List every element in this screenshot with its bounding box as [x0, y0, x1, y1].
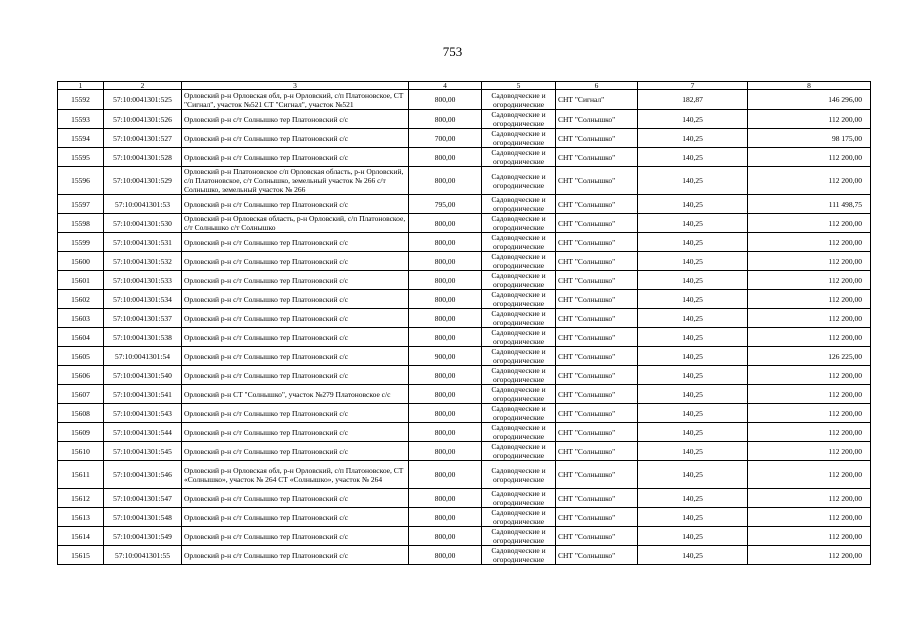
table-row [58, 290, 871, 309]
column-header: 1 [58, 82, 104, 90]
address-cell: Орловский р-н СТ "Солнышко", участок №279 Платоновское с/с [182, 385, 409, 404]
organization-cell: СНТ "Солнышко" [556, 546, 638, 565]
price-per-unit-cell: 140,25 [638, 404, 748, 423]
price-per-unit-cell: 140,25 [638, 214, 748, 233]
cadastral-number-cell: 57:10:0041301:532 [104, 252, 182, 271]
address-cell: Орловский р-н с/т Солнышко тер Платоновский с/с [182, 546, 409, 565]
area-cell: 800,00 [409, 167, 482, 195]
cadastral-value-cell: 126 225,00 [748, 347, 871, 366]
column-header: 6 [556, 82, 638, 90]
cadastral-number-cell: 57:10:0041301:55 [104, 546, 182, 565]
column-header: 2 [104, 82, 182, 90]
address-cell: Орловский р-н с/т Солнышко тер Платоновский с/с [182, 508, 409, 527]
table-row [58, 527, 871, 546]
cadastral-number-cell: 57:10:0041301:544 [104, 423, 182, 442]
land-use-cell: Садоводческие и огороднические [482, 423, 556, 442]
area-cell: 800,00 [409, 252, 482, 271]
price-per-unit-cell: 140,25 [638, 290, 748, 309]
organization-cell: СНТ "Солнышко" [556, 233, 638, 252]
organization-cell: СНТ "Солнышко" [556, 290, 638, 309]
land-use-cell: Садоводческие и огороднические [482, 489, 556, 508]
organization-cell: СНТ "Солнышко" [556, 423, 638, 442]
table-row [58, 404, 871, 423]
table-row [58, 90, 871, 110]
row-number-cell: 15607 [58, 385, 104, 404]
column-header: 7 [638, 82, 748, 90]
address-cell: Орловский р-н с/т Солнышко тер Платоновский с/с [182, 129, 409, 148]
cadastral-value-cell: 112 200,00 [748, 508, 871, 527]
cadastral-number-cell: 57:10:0041301:531 [104, 233, 182, 252]
row-number-cell: 15612 [58, 489, 104, 508]
land-use-cell: Садоводческие и огороднические [482, 195, 556, 214]
table-body [58, 90, 871, 565]
cadastral-value-cell: 146 296,00 [748, 90, 871, 110]
row-number-cell: 15602 [58, 290, 104, 309]
area-cell: 800,00 [409, 489, 482, 508]
cadastral-number-cell: 57:10:0041301:526 [104, 110, 182, 129]
cadastral-number-cell: 57:10:0041301:547 [104, 489, 182, 508]
land-use-cell: Садоводческие и огороднические [482, 90, 556, 110]
land-use-cell: Садоводческие и огороднические [482, 508, 556, 527]
table-row [58, 385, 871, 404]
table-row [58, 252, 871, 271]
column-number-row [58, 82, 871, 90]
column-header: 5 [482, 82, 556, 90]
cadastral-value-cell: 112 200,00 [748, 328, 871, 347]
price-per-unit-cell: 140,25 [638, 328, 748, 347]
area-cell: 800,00 [409, 366, 482, 385]
address-cell: Орловский р-н с/т Солнышко тер Платоновский с/с [182, 309, 409, 328]
address-cell: Орловский р-н Орловская обл, р-н Орловский, с/п Платоновское, СТ "Сигнал", участок №521 СТ "Сигнал", участок №521 [182, 90, 409, 110]
land-use-cell: Садоводческие и огороднические [482, 271, 556, 290]
cadastral-value-cell: 112 200,00 [748, 404, 871, 423]
area-cell: 800,00 [409, 290, 482, 309]
cadastral-number-cell: 57:10:0041301:549 [104, 527, 182, 546]
price-per-unit-cell: 140,25 [638, 442, 748, 461]
land-use-cell: Садоводческие и огороднические [482, 385, 556, 404]
table-row [58, 546, 871, 565]
price-per-unit-cell: 140,25 [638, 423, 748, 442]
area-cell: 800,00 [409, 148, 482, 167]
table-row [58, 271, 871, 290]
land-use-cell: Садоводческие и огороднические [482, 129, 556, 148]
price-per-unit-cell: 140,25 [638, 385, 748, 404]
table-row [58, 347, 871, 366]
cadastral-number-cell: 57:10:0041301:530 [104, 214, 182, 233]
cadastral-value-cell: 112 200,00 [748, 527, 871, 546]
address-cell: Орловский р-н с/т Солнышко тер Платоновский с/с [182, 423, 409, 442]
land-use-cell: Садоводческие и огороднические [482, 233, 556, 252]
organization-cell: СНТ "Солнышко" [556, 461, 638, 489]
cadastral-number-cell: 57:10:0041301:545 [104, 442, 182, 461]
cadastral-value-cell: 112 200,00 [748, 309, 871, 328]
cadastral-value-cell: 112 200,00 [748, 366, 871, 385]
land-use-cell: Садоводческие и огороднические [482, 461, 556, 489]
land-use-cell: Садоводческие и огороднические [482, 527, 556, 546]
organization-cell: СНТ "Солнышко" [556, 148, 638, 167]
address-cell: Орловский р-н с/т Солнышко тер Платоновский с/с [182, 195, 409, 214]
price-per-unit-cell: 140,25 [638, 347, 748, 366]
area-cell: 800,00 [409, 442, 482, 461]
price-per-unit-cell: 140,25 [638, 546, 748, 565]
row-number-cell: 15595 [58, 148, 104, 167]
price-per-unit-cell: 140,25 [638, 508, 748, 527]
address-cell: Орловский р-н Орловская обл, р-н Орловский, с/п Платоновское, СТ «Солнышко», участок № 264 СТ «Солнышко», участок № 264 [182, 461, 409, 489]
area-cell: 800,00 [409, 461, 482, 489]
cadastral-number-cell: 57:10:0041301:546 [104, 461, 182, 489]
price-per-unit-cell: 140,25 [638, 309, 748, 328]
row-number-cell: 15597 [58, 195, 104, 214]
cadastral-value-cell: 98 175,00 [748, 129, 871, 148]
cadastral-value-cell: 112 200,00 [748, 546, 871, 565]
cadastral-number-cell: 57:10:0041301:541 [104, 385, 182, 404]
row-number-cell: 15610 [58, 442, 104, 461]
organization-cell: СНТ "Солнышко" [556, 271, 638, 290]
table-row [58, 148, 871, 167]
table-row [58, 461, 871, 489]
price-per-unit-cell: 140,25 [638, 489, 748, 508]
cadastral-value-cell: 112 200,00 [748, 423, 871, 442]
cadastral-value-cell: 112 200,00 [748, 385, 871, 404]
land-use-cell: Садоводческие и огороднические [482, 442, 556, 461]
organization-cell: СНТ "Сигнал" [556, 90, 638, 110]
table-row [58, 366, 871, 385]
price-per-unit-cell: 140,25 [638, 233, 748, 252]
area-cell: 800,00 [409, 404, 482, 423]
row-number-cell: 15605 [58, 347, 104, 366]
organization-cell: СНТ "Солнышко" [556, 167, 638, 195]
address-cell: Орловский р-н с/т Солнышко тер Платоновский с/с [182, 110, 409, 129]
address-cell: Орловский р-н с/т Солнышко тер Платоновский с/с [182, 404, 409, 423]
area-cell: 795,00 [409, 195, 482, 214]
area-cell: 900,00 [409, 347, 482, 366]
land-use-cell: Садоводческие и огороднические [482, 252, 556, 271]
table-row [58, 214, 871, 233]
organization-cell: СНТ "Солнышко" [556, 366, 638, 385]
table-row [58, 423, 871, 442]
row-number-cell: 15599 [58, 233, 104, 252]
address-cell: Орловский р-н с/т Солнышко тер Платоновский с/с [182, 148, 409, 167]
land-use-cell: Садоводческие и огороднические [482, 148, 556, 167]
cadastral-number-cell: 57:10:0041301:540 [104, 366, 182, 385]
cadastral-value-cell: 112 200,00 [748, 214, 871, 233]
price-per-unit-cell: 140,25 [638, 527, 748, 546]
address-cell: Орловский р-н с/т Солнышко тер Платоновский с/с [182, 271, 409, 290]
table-row [58, 167, 871, 195]
cadastral-number-cell: 57:10:0041301:533 [104, 271, 182, 290]
area-cell: 800,00 [409, 110, 482, 129]
address-cell: Орловский р-н с/т Солнышко тер Платоновский с/с [182, 489, 409, 508]
cadastral-number-cell: 57:10:0041301:534 [104, 290, 182, 309]
price-per-unit-cell: 140,25 [638, 148, 748, 167]
cadastral-number-cell: 57:10:0041301:527 [104, 129, 182, 148]
cadastral-number-cell: 57:10:0041301:543 [104, 404, 182, 423]
table-row [58, 309, 871, 328]
area-cell: 800,00 [409, 309, 482, 328]
land-use-cell: Садоводческие и огороднические [482, 546, 556, 565]
cadastral-number-cell: 57:10:0041301:548 [104, 508, 182, 527]
row-number-cell: 15601 [58, 271, 104, 290]
land-use-cell: Садоводческие и огороднические [482, 328, 556, 347]
organization-cell: СНТ "Солнышко" [556, 527, 638, 546]
row-number-cell: 15609 [58, 423, 104, 442]
land-use-cell: Садоводческие и огороднические [482, 309, 556, 328]
organization-cell: СНТ "Солнышко" [556, 489, 638, 508]
price-per-unit-cell: 140,25 [638, 252, 748, 271]
address-cell: Орловский р-н с/т Солнышко тер Платоновский с/с [182, 347, 409, 366]
table-row [58, 508, 871, 527]
address-cell: Орловский р-н с/т Солнышко тер Платоновский с/с [182, 366, 409, 385]
cadastral-value-cell: 111 498,75 [748, 195, 871, 214]
area-cell: 800,00 [409, 546, 482, 565]
area-cell: 800,00 [409, 214, 482, 233]
organization-cell: СНТ "Солнышко" [556, 195, 638, 214]
land-use-cell: Садоводческие и огороднические [482, 110, 556, 129]
cadastral-number-cell: 57:10:0041301:537 [104, 309, 182, 328]
cadastral-number-cell: 57:10:0041301:525 [104, 90, 182, 110]
row-number-cell: 15604 [58, 328, 104, 347]
cadastral-number-cell: 57:10:0041301:528 [104, 148, 182, 167]
address-cell: Орловский р-н с/т Солнышко тер Платоновский с/с [182, 233, 409, 252]
price-per-unit-cell: 140,25 [638, 366, 748, 385]
address-cell: Орловский р-н с/т Солнышко тер Платоновский с/с [182, 290, 409, 309]
row-number-cell: 15606 [58, 366, 104, 385]
row-number-cell: 15593 [58, 110, 104, 129]
price-per-unit-cell: 140,25 [638, 110, 748, 129]
price-per-unit-cell: 182,87 [638, 90, 748, 110]
area-cell: 800,00 [409, 233, 482, 252]
land-use-cell: Садоводческие и огороднические [482, 214, 556, 233]
address-cell: Орловский р-н Орловская область, р-н Орловский, с/п Платоновское, с/т Солнышко с/т Солнышко [182, 214, 409, 233]
column-header: 4 [409, 82, 482, 90]
cadastral-value-cell: 112 200,00 [748, 167, 871, 195]
area-cell: 700,00 [409, 129, 482, 148]
cadastral-value-cell: 112 200,00 [748, 148, 871, 167]
land-use-cell: Садоводческие и огороднические [482, 290, 556, 309]
cadastral-value-cell: 112 200,00 [748, 489, 871, 508]
organization-cell: СНТ "Солнышко" [556, 309, 638, 328]
organization-cell: СНТ "Солнышко" [556, 214, 638, 233]
land-use-cell: Садоводческие и огороднические [482, 347, 556, 366]
area-cell: 800,00 [409, 527, 482, 546]
organization-cell: СНТ "Солнышко" [556, 328, 638, 347]
cadastral-number-cell: 57:10:0041301:538 [104, 328, 182, 347]
organization-cell: СНТ "Солнышко" [556, 129, 638, 148]
cadastral-value-cell: 112 200,00 [748, 442, 871, 461]
row-number-cell: 15598 [58, 214, 104, 233]
row-number-cell: 15614 [58, 527, 104, 546]
column-header: 3 [182, 82, 409, 90]
row-number-cell: 15594 [58, 129, 104, 148]
area-cell: 800,00 [409, 328, 482, 347]
cadastral-number-cell: 57:10:0041301:54 [104, 347, 182, 366]
table-row [58, 195, 871, 214]
table-row [58, 110, 871, 129]
cadastral-value-cell: 112 200,00 [748, 461, 871, 489]
land-plot-table [57, 81, 871, 565]
table-row [58, 442, 871, 461]
organization-cell: СНТ "Солнышко" [556, 508, 638, 527]
cadastral-value-cell: 112 200,00 [748, 233, 871, 252]
address-cell: Орловский р-н Платоновское с/п Орловская область, р-н Орловский, с/п Платоновское, с/т Солнышко, земельный участок № 266 с/т Солнышко, земельный участок № 266 [182, 167, 409, 195]
area-cell: 800,00 [409, 508, 482, 527]
row-number-cell: 15596 [58, 167, 104, 195]
row-number-cell: 15608 [58, 404, 104, 423]
land-use-cell: Садоводческие и огороднические [482, 167, 556, 195]
area-cell: 800,00 [409, 423, 482, 442]
cadastral-value-cell: 112 200,00 [748, 271, 871, 290]
price-per-unit-cell: 140,25 [638, 167, 748, 195]
area-cell: 800,00 [409, 90, 482, 110]
page-number: 753 [442, 44, 463, 59]
table-row [58, 489, 871, 508]
address-cell: Орловский р-н с/т Солнышко тер Платоновский с/с [182, 442, 409, 461]
organization-cell: СНТ "Солнышко" [556, 404, 638, 423]
row-number-cell: 15615 [58, 546, 104, 565]
price-per-unit-cell: 140,25 [638, 461, 748, 489]
table-row [58, 328, 871, 347]
price-per-unit-cell: 140,25 [638, 195, 748, 214]
organization-cell: СНТ "Солнышко" [556, 347, 638, 366]
cadastral-number-cell: 57:10:0041301:529 [104, 167, 182, 195]
column-header: 8 [748, 82, 871, 90]
address-cell: Орловский р-н с/т Солнышко тер Платоновский с/с [182, 328, 409, 347]
address-cell: Орловский р-н с/т Солнышко тер Платоновский с/с [182, 527, 409, 546]
organization-cell: СНТ "Солнышко" [556, 110, 638, 129]
row-number-cell: 15600 [58, 252, 104, 271]
price-per-unit-cell: 140,25 [638, 129, 748, 148]
table-row [58, 129, 871, 148]
area-cell: 800,00 [409, 385, 482, 404]
row-number-cell: 15613 [58, 508, 104, 527]
organization-cell: СНТ "Солнышко" [556, 385, 638, 404]
area-cell: 800,00 [409, 271, 482, 290]
price-per-unit-cell: 140,25 [638, 271, 748, 290]
cadastral-value-cell: 112 200,00 [748, 290, 871, 309]
row-number-cell: 15592 [58, 90, 104, 110]
land-use-cell: Садоводческие и огороднические [482, 366, 556, 385]
organization-cell: СНТ "Солнышко" [556, 252, 638, 271]
organization-cell: СНТ "Солнышко" [556, 442, 638, 461]
table-row [58, 233, 871, 252]
row-number-cell: 15603 [58, 309, 104, 328]
cadastral-value-cell: 112 200,00 [748, 252, 871, 271]
address-cell: Орловский р-н с/т Солнышко тер Платоновский с/с [182, 252, 409, 271]
cadastral-value-cell: 112 200,00 [748, 110, 871, 129]
row-number-cell: 15611 [58, 461, 104, 489]
land-use-cell: Садоводческие и огороднические [482, 404, 556, 423]
cadastral-number-cell: 57:10:0041301:53 [104, 195, 182, 214]
